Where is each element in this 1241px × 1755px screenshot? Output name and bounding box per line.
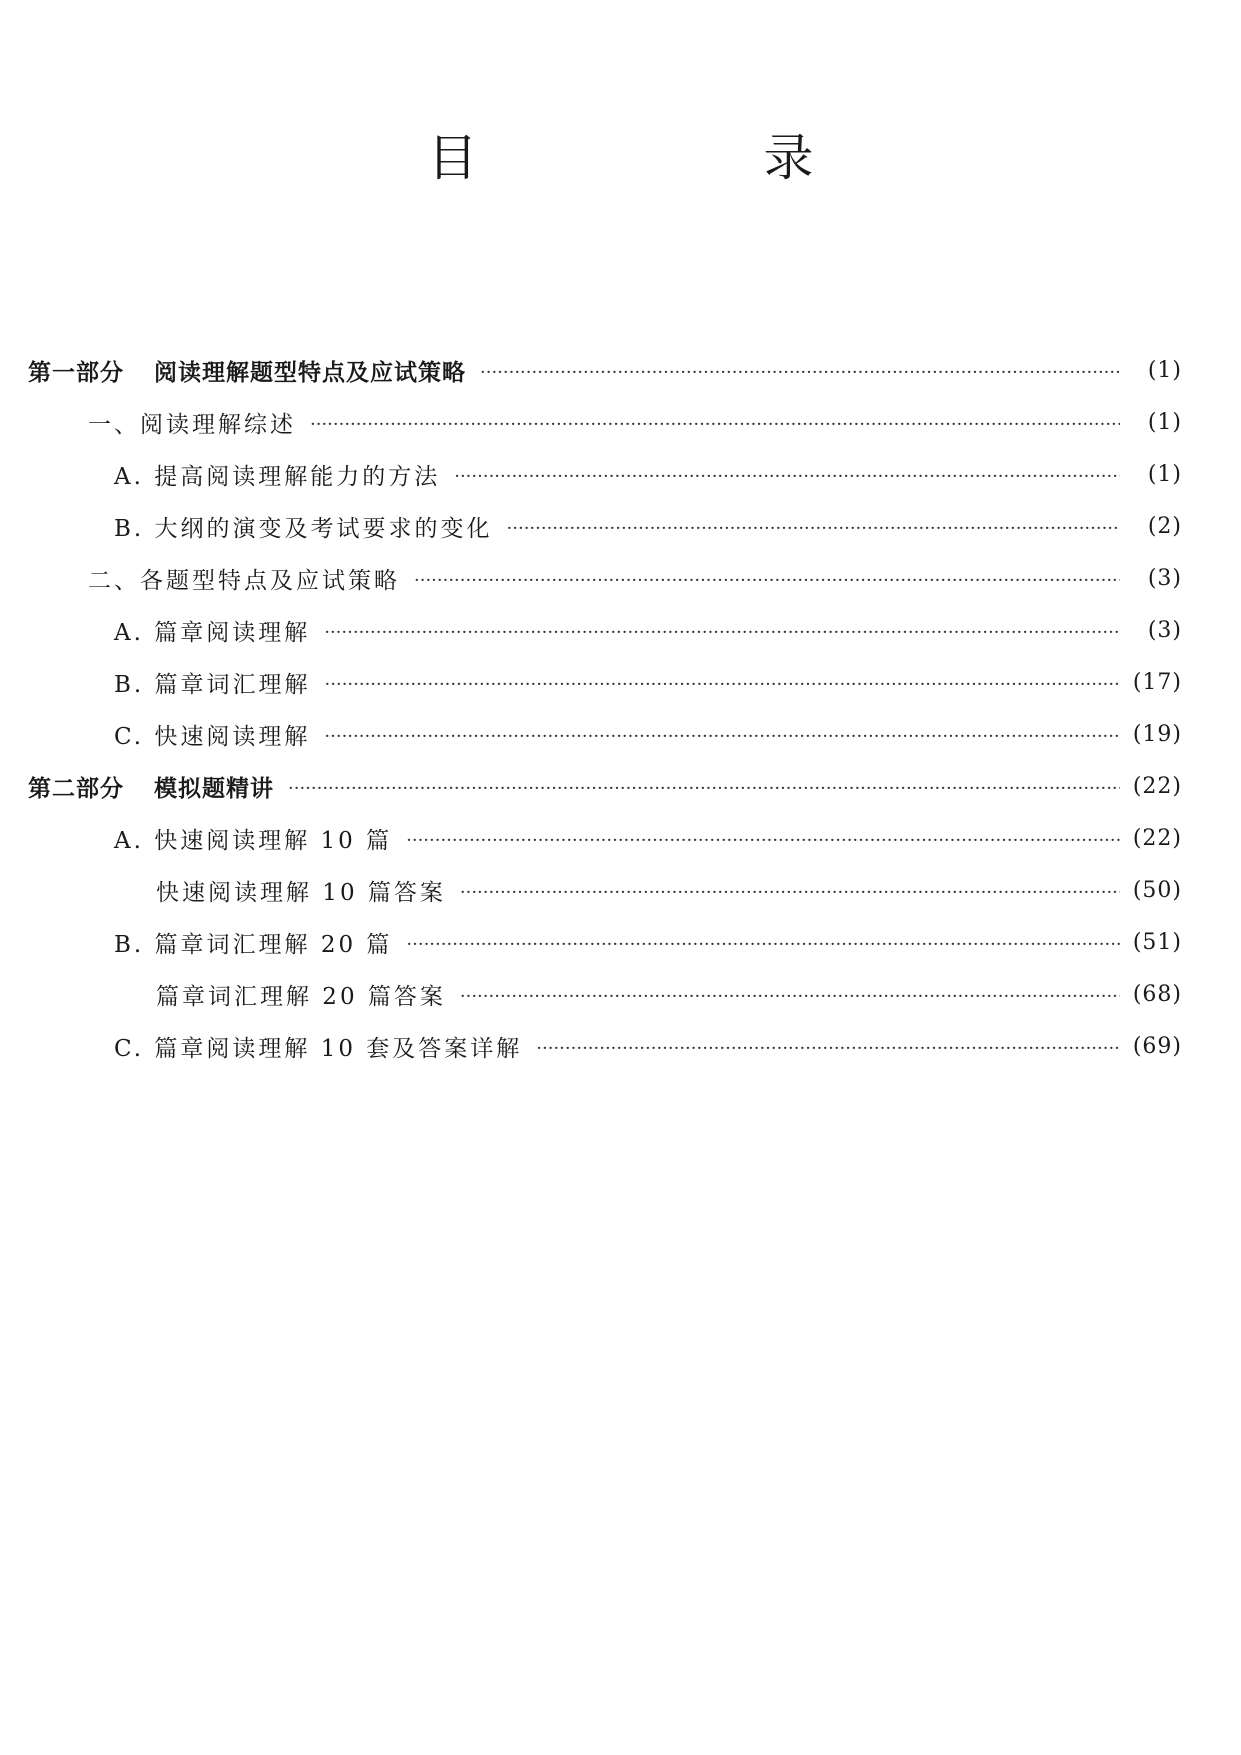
toc-entry-title: A. 提高阅读理解能力的方法 (114, 463, 441, 490)
toc-entry-answers[interactable] (28, 968, 1182, 1020)
toc-dot-leader (406, 934, 1120, 955)
toc-dot-leader (414, 570, 1120, 591)
toc-dot-leader (310, 414, 1120, 435)
toc-entry-part-1[interactable] (28, 344, 1182, 396)
toc-page-number: (1) (1147, 409, 1182, 435)
toc-dot-leader (324, 726, 1120, 747)
toc-page-number: (69) (1132, 1033, 1182, 1059)
toc-entry-title: 一、阅读理解综述 (88, 411, 296, 438)
toc-entry-title: C. 快速阅读理解 (114, 723, 311, 750)
toc-entry-title: A. 篇章阅读理解 (114, 619, 311, 646)
toc-entry-subsection[interactable] (28, 1020, 1182, 1072)
table-of-contents (28, 344, 1182, 1072)
toc-entry-title: B. 大纲的演变及考试要求的变化 (114, 515, 493, 542)
page-title: 目 录 (427, 129, 949, 187)
toc-entry-title: 篇章词汇理解 20 篇答案 (156, 983, 446, 1010)
toc-part-label: 第二部分 (28, 775, 124, 802)
toc-entry-section[interactable] (28, 552, 1182, 604)
toc-entry-subsection[interactable] (28, 604, 1182, 656)
toc-page-number: (19) (1132, 721, 1182, 747)
toc-page-number: (68) (1132, 981, 1182, 1007)
toc-entry-subsection[interactable] (28, 500, 1182, 552)
toc-entry-title (28, 354, 466, 387)
toc-entry-title (28, 770, 274, 803)
toc-page-number: (17) (1132, 669, 1182, 695)
toc-page-number: (1) (1147, 461, 1182, 487)
toc-entry-title: 二、各题型特点及应试策略 (88, 567, 400, 594)
toc-dot-leader (406, 830, 1120, 851)
toc-entry-part-2[interactable] (28, 760, 1182, 812)
toc-dot-leader (507, 518, 1120, 539)
toc-page-number: (22) (1132, 825, 1182, 851)
toc-entry-section[interactable] (28, 396, 1182, 448)
toc-entry-title: 快速阅读理解 10 篇答案 (156, 879, 446, 906)
toc-page-number: (22) (1132, 773, 1182, 799)
toc-dot-leader (288, 778, 1120, 799)
toc-entry-title: C. 篇章阅读理解 10 套及答案详解 (114, 1035, 523, 1062)
toc-entry-subsection[interactable] (28, 916, 1182, 968)
toc-dot-leader (460, 986, 1120, 1007)
toc-part-label: 第一部分 (28, 359, 124, 386)
toc-part-title: 模拟题精讲 (154, 775, 274, 802)
toc-page-number: (50) (1132, 877, 1182, 903)
toc-page-number: (2) (1147, 513, 1182, 539)
toc-page-number: (3) (1147, 565, 1182, 591)
toc-entry-subsection[interactable] (28, 656, 1182, 708)
toc-dot-leader (325, 674, 1120, 695)
toc-dot-leader (460, 882, 1120, 903)
toc-dot-leader (324, 622, 1120, 643)
toc-entry-title: A. 快速阅读理解 10 篇 (114, 827, 393, 854)
toc-entry-answers[interactable] (28, 864, 1182, 916)
toc-entry-subsection[interactable] (28, 812, 1182, 864)
toc-dot-leader (454, 466, 1120, 487)
toc-entry-title: B. 篇章词汇理解 20 篇 (114, 931, 393, 958)
toc-page-number: (1) (1147, 357, 1182, 383)
toc-page-number: (51) (1132, 929, 1182, 955)
toc-entry-subsection[interactable] (28, 708, 1182, 760)
toc-entry-title: B. 篇章词汇理解 (114, 671, 311, 698)
toc-part-title: 阅读理解题型特点及应试策略 (154, 359, 466, 386)
toc-dot-leader (480, 362, 1120, 383)
toc-dot-leader (536, 1038, 1120, 1059)
toc-page-number: (3) (1147, 617, 1182, 643)
toc-entry-subsection[interactable] (28, 448, 1182, 500)
